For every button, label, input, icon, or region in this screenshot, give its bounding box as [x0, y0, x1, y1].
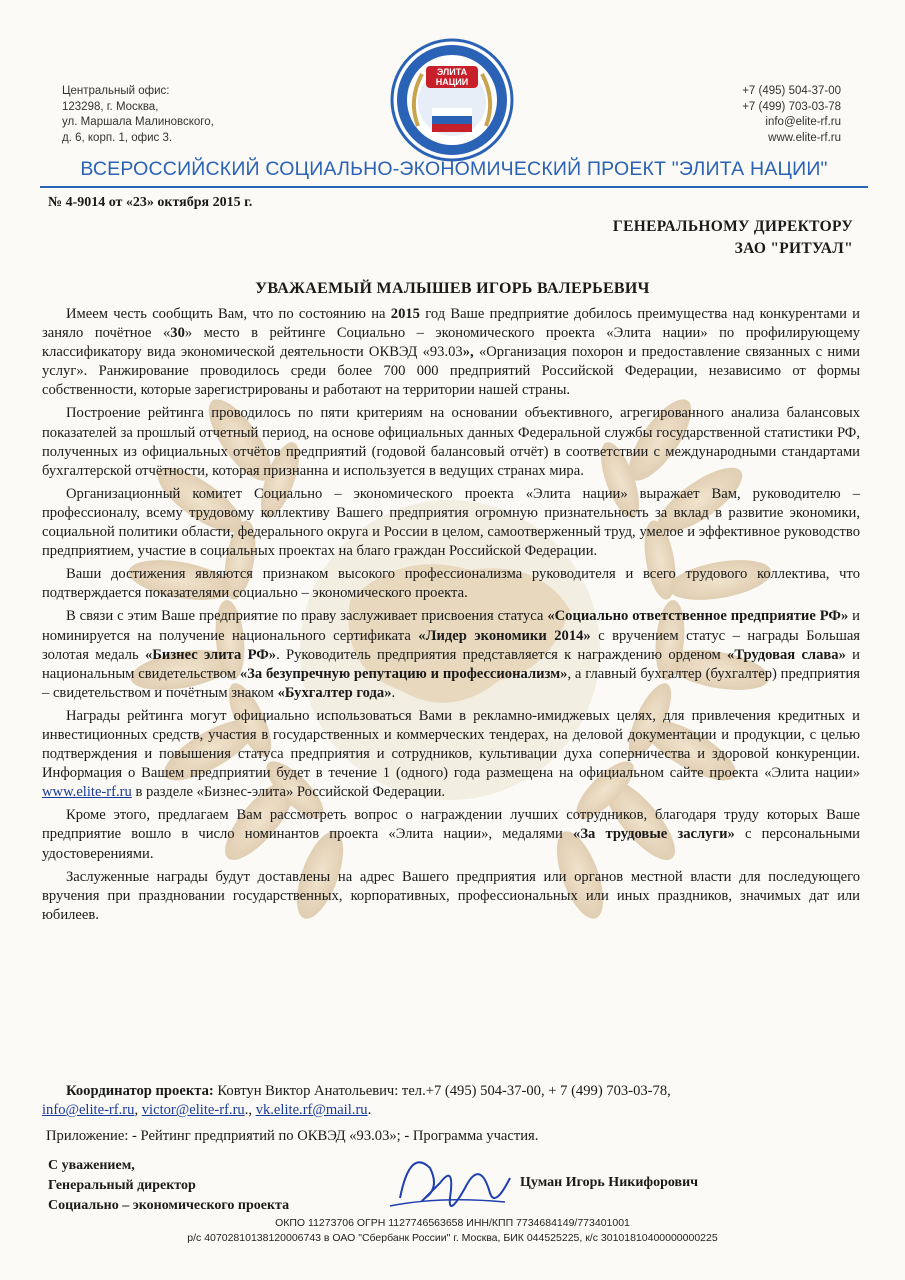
paragraph-1: Имеем честь сообщить Вам, что по состоянию на 2015 год Ваше предприятие добилось преимущества над конкурентами и заняло почётное «30» место в рейтинге Социально – экономического проекта «Элита нации» по профилирующему классификатору вида экономической деятельности ОКВЭД «93.03», «Организация похорон и предоставление связанных с ними услуг». Ранжирование проводилось среди более 700 000 предприятий Российской Федерации, независимо от формы собственности, которые зарегистрированы и работают на территории нашей страны.: [42, 306, 861, 399]
elita-natsii-logo: [388, 36, 516, 164]
document-number: № 4-9014 от «23» октября 2015 г.: [48, 195, 253, 210]
director-name: Цуман Игорь Никифорович: [520, 1175, 699, 1190]
office-line: д. 6, корп. 1, офис 3.: [62, 131, 173, 144]
letter-body: [42, 305, 860, 929]
website-link[interactable]: www.elite-rf.ru: [42, 784, 132, 801]
salutation: УВАЖАЕМЫЙ МАЛЫШЕВ ИГОРЬ ВАЛЕРЬЕВИЧ: [255, 280, 650, 297]
signoff-line: С уважением,: [48, 1158, 135, 1173]
signoff-line: Социально – экономического проекта: [48, 1198, 290, 1213]
office-address: [62, 84, 214, 146]
paragraph-7: Кроме этого, предлагаем Вам рассмотреть вопрос о награждении лучших сотрудников, благодаря труду которых Ваше предприятие вошло в число номинантов проекта «Элита нации», медалями «За трудовые заслуги» с персональными удостоверениями.: [42, 807, 860, 862]
paragraph-3: Организационный комитет Социально – экономического проекта «Элита нации» выражает Вам, руководителю – профессионалу, всему трудовому коллективу Вашего предприятия огромную признательность за вклад в развитие экономики, социальной политики области, федерального округа и России в целом, самоотверженный труд, умелое и эффективное руководство предприятием, участие в социальных проектах на благо граждан Российской Федерации.: [42, 485, 860, 560]
svg-text:НАЦИИ: НАЦИИ: [435, 77, 469, 87]
email: info@elite-rf.ru: [765, 116, 841, 128]
header-divider: [40, 186, 868, 188]
office-line: 123298, г. Москва,: [62, 100, 159, 113]
addressee: [613, 216, 853, 260]
website: www.elite-rf.ru: [768, 131, 841, 144]
contact-info: [742, 84, 841, 146]
signoff-block: [48, 1156, 289, 1216]
phone-2: +7 (499) 703-03-78: [742, 100, 841, 113]
paragraph-5: В связи с этим Ваше предприятие по праву заслуживает присвоения статуса «Социально ответственное предприятие РФ» и номинируется на получение национального сертификата «Лидер экономики 2014» с вручением статус – награды Большая золотая медаль «Бизнес элита РФ». Руководитель предприятия представляется к награждению орденом «Трудовая слава» и национальным свидетельством «За безупречную репутацию и профессионализм», а главный бухгалтер (бухгалтер) предприятия – свидетельством и почётным знаком «Бухгалтер года».: [42, 608, 861, 701]
coordinator-email-3[interactable]: vk.elite.rf@mail.ru: [255, 1102, 368, 1118]
paragraph-6: Награды рейтинга могут официально использоваться Вами в рекламно-имиджевых целях, для привлечения кредитных и инвестиционных средств, участия в государственных и коммерческих тендерах, на деловой документации и продукции, с целью подтверждения и повышения статуса предприятия и сотрудников, культивации духа соперничества и здоровой конкуренции. Информация о Вашем предприятии будет в течение 1 (одного) года размещена на официальном сайте проекта «Элита нации» www.elite-rf.ru в разделе «Бизнес-элита» Российской Федерации.: [42, 707, 860, 801]
bank-details-footer: [0, 1216, 905, 1246]
office-line: ул. Маршала Малиновского,: [62, 116, 214, 128]
paragraph-8: Заслуженные награды будут доставлены на адрес Вашего предприятия или органов местной власти для последующего вручения при праздновании государственных, корпоративных, профессиональных или иных праздников, значимых дат или юбилеев.: [42, 868, 860, 923]
attachment-line: Приложение: - Рейтинг предприятий по ОКВЭД «93.03»; - Программа участия.: [46, 1128, 539, 1144]
project-title: ВСЕРОССИЙСКИЙ СОЦИАЛЬНО-ЭКОНОМИЧЕСКИЙ ПРОЕКТ "ЭЛИТА НАЦИИ": [80, 158, 828, 180]
paragraph-2: Построение рейтинга проводилось по пяти критериям на основании объективного, агрегированного анализа балансовых показателей за прошлый отчетный период, на основе официальных данных Федеральной службы государственной статистики РФ, полученных из официальных отчётов предприятий (годовой балансовый отчёт) в соответствии с международными стандартами бухгалтерской отчётности, которая признанна и используется в ведущих странах мира.: [42, 405, 860, 479]
footer-bank: р/с 40702810138120006743 в ОАО "Сбербанк России" г. Москва, БИК 044525225, к/с 30101810400000000225: [187, 1232, 718, 1244]
footer-registration: ОКПО 11273706 ОГРН 1127746563658 ИНН/КПП 7734684149/773401001: [275, 1217, 630, 1229]
coordinator-label: Координатор проекта:: [66, 1083, 214, 1099]
paragraph-4: Ваши достижения являются признаком высокого профессионализма руководителя и всего трудового коллектива, что подтверждается показателями социально – экономического проекта.: [42, 566, 860, 602]
logo-text: ЭЛИТА: [436, 67, 468, 77]
coordinator-info: Координатор проекта: Ковтун Виктор Анатольевич: тел.+7 (495) 504-37-00, + 7 (499) 703-03-78, info@elite-rf.ru, victor@elite-rf.ru., vk.elite.rf@mail.ru.: [42, 1083, 671, 1118]
office-line: Центральный офис:: [62, 85, 170, 97]
handwritten-signature: [370, 1138, 520, 1228]
coordinator-email-2[interactable]: victor@elite-rf.ru: [141, 1102, 245, 1118]
coordinator-email-1[interactable]: info@elite-rf.ru: [42, 1102, 135, 1118]
signoff-line: Генеральный директор: [48, 1178, 196, 1193]
addressee-line: ЗАО "РИТУАЛ": [734, 240, 853, 257]
phone-1: +7 (495) 504-37-00: [742, 85, 841, 97]
addressee-line: ГЕНЕРАЛЬНОМУ ДИРЕКТОРУ: [612, 218, 853, 235]
